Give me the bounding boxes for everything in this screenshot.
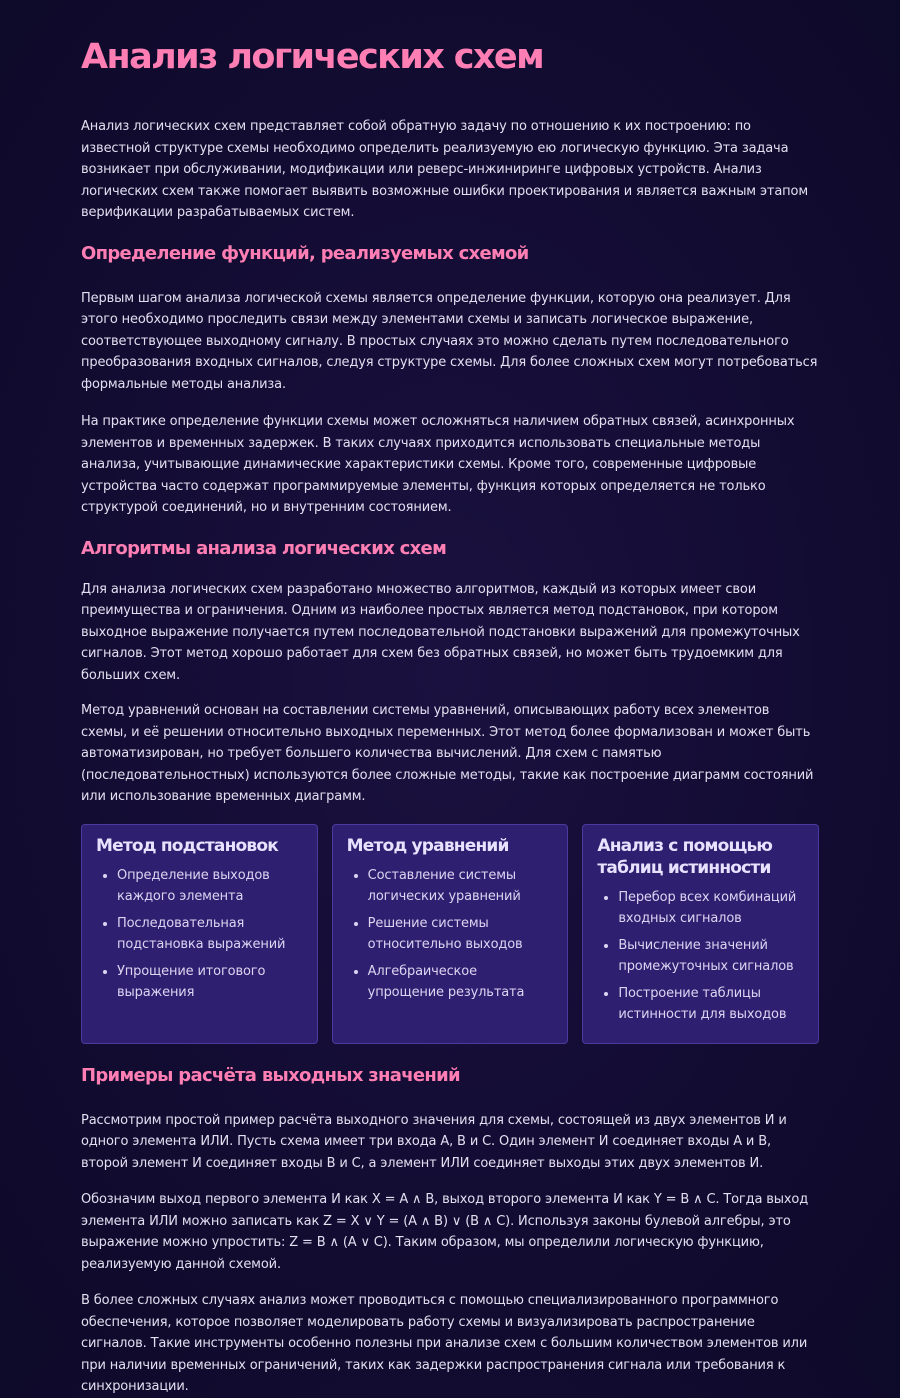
method-card-substitution bbox=[81, 824, 318, 1044]
list-item: • Вычисление значений промежуточных сигналов bbox=[618, 935, 804, 978]
intro-paragraph: Анализ логических схем представляет собой обратную задачу по отношению к их построению: по известной структуре схемы необходимо определить реализуемую ею логическую функцию. Эта задача возникает при обслуживании, модификации или реверс-инжиниринге цифровых устройств. Анализ логических схем также помогает выявить возможные ошибки проектирования и является важным этапом верификации разрабатываемых систем. bbox=[81, 119, 808, 220]
list-item: • Определение выходов каждого элемента bbox=[117, 865, 303, 908]
paragraph: Для анализа логических схем разработано множество алгоритмов, каждый из которых имеет свои преимущества и ограничения. Одним из наиболее простых является метод подстановок, при котором выходное выражение получается путем последовательной подстановки выражений для промежуточных сигналов. Этот метод хорошо работает для схем без обратных связей, но может быть трудоемким для больших схем. bbox=[81, 581, 800, 683]
paragraph: Рассмотрим простой пример расчёта выходного значения для схемы, состоящей из двух элементов И и одного элемента ИЛИ. Пусть схема имеет три входа A, B и C. Один элемент И соединяет входы A и B, второй элемент И соединяет входы B и C, а элемент ИЛИ соединяет выходы этих двух элементов И. bbox=[81, 1112, 787, 1171]
card-title: Метод подстановок bbox=[96, 835, 278, 856]
list-item: • Решение системы относительно выходов bbox=[368, 913, 554, 956]
list-item: • Построение таблицы истинности для выходов bbox=[618, 983, 804, 1026]
method-card-equations bbox=[332, 824, 569, 1044]
list-item: • Последовательная подстановка выражений bbox=[117, 913, 303, 956]
paragraph: Метод уравнений основан на составлении системы уравнений, описывающих работу всех элементов схемы, и её решении относительно выходных переменных. Этот метод более формализован и может быть автоматизирован, но требует большего количества вычислений. Для схем с памятью (последовательностных) используются более сложные методы, такие как построение диаграмм состояний или использование временных диаграмм. bbox=[81, 703, 814, 804]
method-card-truth-tables bbox=[582, 824, 819, 1044]
paragraph: Обозначим выход первого элемента И как X = A ∧ B, выход второго элемента И как Y = B ∧ C. Тогда выход элемента ИЛИ можно записать как Z = X ∨ Y = (A ∧ B) ∨ (B ∧ C). Используя законы булевой алгебры, это выражение можно упростить: Z = B ∧ (A ∨ C). Таким образом, мы определили логическую функцию, реализуемую данной схемой. bbox=[81, 1192, 809, 1272]
section-heading-algorithms: Алгоритмы анализа логических схем bbox=[81, 537, 447, 559]
list-item: • Перебор всех комбинаций входных сигналов bbox=[618, 887, 804, 930]
methods-cards bbox=[81, 824, 819, 1044]
card-list bbox=[597, 887, 804, 1026]
paragraph: Первым шагом анализа логической схемы является определение функции, которую она реализует. Для этого необходимо проследить связи между элементами схемы и записать логическое выражение, соответствующее выходному сигналу. В простых случаях это можно сделать путем последовательного преобразования входных сигналов, следуя структуре схемы. Для более сложных схем могут потребоваться формальные методы анализа. bbox=[81, 290, 818, 392]
list-item: • Алгебраическое упрощение результата bbox=[368, 961, 554, 1004]
section-heading-functions: Определение функций, реализуемых схемой bbox=[81, 242, 529, 264]
card-list bbox=[347, 865, 554, 1004]
card-list bbox=[96, 865, 303, 1004]
paragraph: На практике определение функции схемы может осложняться наличием обратных связей, асинхронных элементов и временных задержек. В таких случаях приходится использовать специальные методы анализа, учитывающие динамические характеристики схемы. Кроме того, современные цифровые устройства часто содержат программируемые элементы, функция которых определяется не только структурой соединений, но и внутренним состоянием. bbox=[81, 414, 795, 515]
list-item: • Упрощение итогового выражения bbox=[117, 961, 303, 1004]
list-item: • Составление системы логических уравнений bbox=[368, 865, 554, 908]
paragraph: В более сложных случаях анализ может проводиться с помощью специализированного программного обеспечения, которое позволяет моделировать работу схемы и визуализировать распространение сигналов. Такие инструменты особенно полезны при анализе схем с большим количеством элементов или при наличии временных ограничений, таких как задержки распространения сигнала или требования к синхронизации. bbox=[81, 1293, 808, 1394]
page-title: Анализ логических схем bbox=[81, 37, 544, 77]
card-title: Анализ с помощью таблиц истинности bbox=[597, 835, 773, 878]
section-heading-examples: Примеры расчёта выходных значений bbox=[81, 1064, 460, 1086]
card-title: Метод уравнений bbox=[346, 835, 509, 856]
